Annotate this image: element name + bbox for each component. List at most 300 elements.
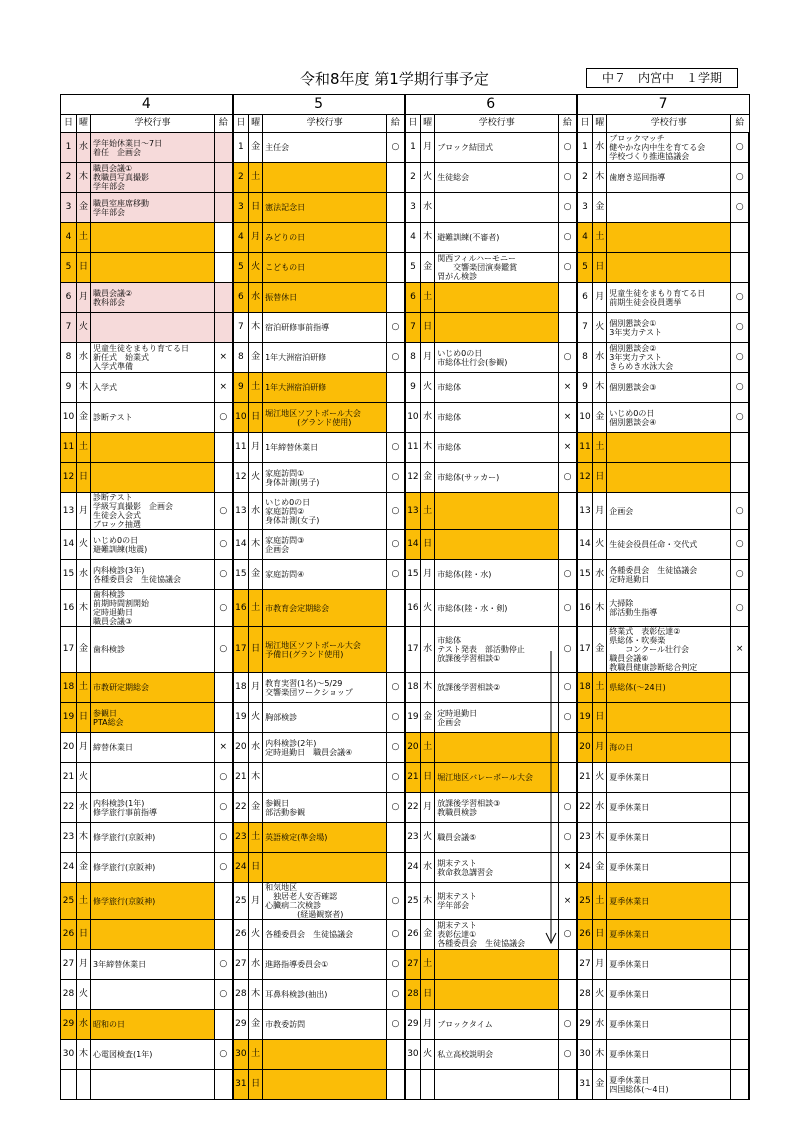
day-cell: 20 — [577, 733, 593, 763]
day-cell: 11 — [233, 433, 249, 463]
lunch-cell: ○ — [215, 560, 233, 590]
event-cell — [263, 853, 387, 883]
event-cell: いじめ0の日 避難訓練(地震) — [91, 530, 215, 560]
lunch-cell — [731, 673, 749, 703]
day-cell: 27 — [233, 950, 249, 980]
event-cell: ブロックマッチ 健やかな内中生を育てる会 学校づくり推進協議会 — [607, 133, 731, 163]
day-cell: 5 — [61, 253, 77, 283]
weekday-cell: 火 — [421, 373, 435, 403]
day-cell: 25 — [577, 883, 593, 920]
lunch-cell: ○ — [731, 163, 749, 193]
day-cell: 8 — [405, 343, 421, 373]
weekday-cell: 木 — [593, 823, 607, 853]
lunch-cell — [387, 403, 405, 433]
event-cell: 1年大洲宿泊研修 — [263, 343, 387, 373]
lunch-cell — [559, 493, 577, 530]
day-cell: 23 — [577, 823, 593, 853]
lunch-cell: ○ — [559, 223, 577, 253]
lunch-cell — [559, 530, 577, 560]
weekday-cell: 火 — [77, 530, 91, 560]
day-cell: 15 — [405, 560, 421, 590]
weekday-cell: 水 — [77, 133, 91, 163]
table-row — [61, 193, 750, 223]
lunch-cell: ○ — [215, 763, 233, 793]
event-cell: 堀江地区バレーボール大会 — [435, 763, 559, 793]
weekday-cell: 木 — [421, 673, 435, 703]
lunch-cell — [387, 163, 405, 193]
lunch-cell — [731, 823, 749, 853]
event-cell: 市総体(陸・水・剣) — [435, 590, 559, 627]
weekday-cell: 月 — [249, 883, 263, 920]
table-row — [61, 763, 750, 793]
column-header-weekday: 曜 — [421, 115, 435, 133]
event-cell: 修学旅行(京阪神) — [91, 823, 215, 853]
event-cell: 修学旅行(京阪神) — [91, 853, 215, 883]
weekday-cell: 水 — [421, 403, 435, 433]
event-cell: 堀江地区ソフトボール大会 (グランド使用) — [263, 403, 387, 433]
weekday-cell: 金 — [593, 627, 607, 673]
day-cell: 19 — [577, 703, 593, 733]
weekday-cell: 水 — [77, 560, 91, 590]
day-cell: 22 — [61, 793, 77, 823]
weekday-cell: 金 — [77, 403, 91, 433]
weekday-cell: 土 — [593, 673, 607, 703]
lunch-cell: ○ — [387, 793, 405, 823]
weekday-cell: 月 — [77, 950, 91, 980]
day-cell: 24 — [61, 853, 77, 883]
event-cell: 夏季休業日 — [607, 823, 731, 853]
day-cell: 11 — [405, 433, 421, 463]
table-row — [61, 1040, 750, 1070]
lunch-cell — [731, 950, 749, 980]
weekday-cell: 土 — [249, 1040, 263, 1070]
weekday-cell: 火 — [593, 763, 607, 793]
event-cell: 診断テスト — [91, 403, 215, 433]
weekday-cell: 水 — [593, 1010, 607, 1040]
event-cell: いじめ0の日 家庭訪問② 身体計測(女子) — [263, 493, 387, 530]
weekday-cell: 金 — [421, 703, 435, 733]
event-cell: 放課後学習相談② — [435, 673, 559, 703]
weekday-cell: 土 — [421, 493, 435, 530]
day-cell: 15 — [233, 560, 249, 590]
event-cell — [435, 950, 559, 980]
lunch-cell: ○ — [387, 950, 405, 980]
event-cell: 家庭訪問④ — [263, 560, 387, 590]
weekday-cell: 日 — [249, 627, 263, 673]
event-cell: 夏季休業日 — [607, 1010, 731, 1040]
weekday-cell: 火 — [421, 823, 435, 853]
day-cell: 16 — [405, 590, 421, 627]
weekday-cell: 木 — [77, 1040, 91, 1070]
lunch-cell — [559, 283, 577, 313]
day-cell: 25 — [233, 883, 249, 920]
day-cell: 19 — [61, 703, 77, 733]
lunch-cell — [387, 253, 405, 283]
lunch-cell — [731, 980, 749, 1010]
day-cell: 13 — [233, 493, 249, 530]
school-term-badge: 中７ 内宮中 １学期 — [586, 68, 738, 88]
month-header-may: 5 — [233, 95, 405, 115]
event-cell: 宿泊研修事前指導 — [263, 313, 387, 343]
column-header-lunch: 給 — [559, 115, 577, 133]
event-cell: 各種委員会 生徒協議会 — [263, 920, 387, 950]
weekday-cell: 火 — [593, 313, 607, 343]
weekday-cell: 火 — [421, 163, 435, 193]
month-header-april: 4 — [61, 95, 233, 115]
weekday-cell: 月 — [249, 223, 263, 253]
weekday-cell: 水 — [593, 343, 607, 373]
weekday-cell: 金 — [593, 193, 607, 223]
day-cell: 25 — [405, 883, 421, 920]
weekday-cell: 木 — [421, 883, 435, 920]
day-cell: 23 — [405, 823, 421, 853]
lunch-cell — [215, 1070, 233, 1100]
event-cell: こどもの日 — [263, 253, 387, 283]
month-header-july: 7 — [577, 95, 749, 115]
table-row — [61, 920, 750, 950]
event-cell — [607, 253, 731, 283]
event-cell: 歯科検診 — [91, 627, 215, 673]
weekday-cell: 日 — [593, 703, 607, 733]
weekday-cell: 木 — [593, 163, 607, 193]
table-row — [61, 853, 750, 883]
weekday-cell: 木 — [593, 590, 607, 627]
day-cell: 28 — [577, 980, 593, 1010]
weekday-cell: 火 — [249, 463, 263, 493]
day-cell: 14 — [405, 530, 421, 560]
event-cell — [263, 763, 387, 793]
event-cell: 和気地区 独居老人安否確認 心臓病二次検診 (経過観察者) — [263, 883, 387, 920]
day-cell: 27 — [577, 950, 593, 980]
day-cell: 26 — [577, 920, 593, 950]
lunch-cell — [215, 283, 233, 313]
column-header-weekday: 曜 — [593, 115, 607, 133]
lunch-cell: ○ — [215, 530, 233, 560]
lunch-cell: ○ — [387, 133, 405, 163]
lunch-cell: ○ — [215, 793, 233, 823]
event-cell — [607, 463, 731, 493]
event-cell: 歯科検診 前期時間割開始 定時退勤日 職員会議③ — [91, 590, 215, 627]
event-cell: 内科検診(3年) 各種委員会 生徒協議会 — [91, 560, 215, 590]
event-cell: 夏季休業日 — [607, 883, 731, 920]
day-cell: 29 — [577, 1010, 593, 1040]
event-cell: 職員室座席移動 学年部会 — [91, 193, 215, 223]
day-cell: 10 — [233, 403, 249, 433]
weekday-cell: 金 — [421, 920, 435, 950]
weekday-cell: 土 — [249, 590, 263, 627]
weekday-cell: 土 — [249, 823, 263, 853]
weekday-cell: 土 — [249, 163, 263, 193]
weekday-cell: 水 — [421, 853, 435, 883]
day-cell: 20 — [61, 733, 77, 763]
event-cell: 企画会 — [607, 493, 731, 530]
lunch-cell: ○ — [559, 343, 577, 373]
weekday-cell: 木 — [421, 433, 435, 463]
weekday-cell: 日 — [77, 253, 91, 283]
event-cell: 夏季休業日 — [607, 950, 731, 980]
lunch-cell — [559, 950, 577, 980]
lunch-cell — [215, 223, 233, 253]
day-cell: 4 — [577, 223, 593, 253]
event-cell: 胸部検診 — [263, 703, 387, 733]
table-row — [61, 343, 750, 373]
day-cell: 29 — [61, 1010, 77, 1040]
lunch-cell: ○ — [387, 433, 405, 463]
event-cell: 英語検定(準会場) — [263, 823, 387, 853]
lunch-cell — [387, 590, 405, 627]
event-cell: 職員会議② 教科部会 — [91, 283, 215, 313]
event-cell: 終業式 表彰伝達② 県総体・吹奏楽 コンクール壮行会 職員会議⑥ 教職員健康診断総合判定 — [607, 627, 731, 673]
event-cell — [263, 1070, 387, 1100]
weekday-cell: 水 — [421, 627, 435, 673]
weekday-cell: 金 — [249, 793, 263, 823]
event-cell: 昭和の日 — [91, 1010, 215, 1040]
day-cell: 2 — [405, 163, 421, 193]
event-cell — [91, 920, 215, 950]
lunch-cell: ○ — [731, 530, 749, 560]
column-header-events: 学校行事 — [607, 115, 731, 133]
weekday-cell: 日 — [421, 530, 435, 560]
event-cell: 堀江地区ソフトボール大会 予備日(グランド使用) — [263, 627, 387, 673]
event-cell — [435, 1070, 559, 1100]
event-cell: 耳鼻科検診(抽出) — [263, 980, 387, 1010]
table-row — [61, 283, 750, 313]
event-cell: 児童生徒をまもり育てる日 前期生徒会役員選挙 — [607, 283, 731, 313]
weekday-cell: 日 — [249, 193, 263, 223]
day-cell: 13 — [405, 493, 421, 530]
day-cell: 1 — [577, 133, 593, 163]
event-cell: 市総体 テスト発表 部活動停止 放課後学習相談① — [435, 627, 559, 673]
lunch-cell — [731, 763, 749, 793]
lunch-cell: × — [215, 343, 233, 373]
weekday-cell: 日 — [421, 313, 435, 343]
lunch-cell — [731, 1070, 749, 1100]
arrow-down-icon — [545, 651, 557, 947]
table-row — [61, 530, 750, 560]
weekday-cell: 水 — [421, 193, 435, 223]
day-cell: 30 — [61, 1040, 77, 1070]
weekday-cell: 木 — [77, 590, 91, 627]
table-row — [61, 980, 750, 1010]
lunch-cell: ○ — [387, 343, 405, 373]
table-row — [61, 733, 750, 763]
weekday-cell: 日 — [593, 920, 607, 950]
day-cell: 30 — [233, 1040, 249, 1070]
weekday-cell: 土 — [249, 373, 263, 403]
day-cell: 9 — [405, 373, 421, 403]
event-cell: 心電図検査(1年) — [91, 1040, 215, 1070]
lunch-cell — [215, 163, 233, 193]
lunch-cell — [731, 1010, 749, 1040]
day-cell: 26 — [405, 920, 421, 950]
day-cell: 31 — [577, 1070, 593, 1100]
day-cell: 21 — [61, 763, 77, 793]
event-cell: 市総体(サッカー) — [435, 463, 559, 493]
lunch-cell: ○ — [215, 980, 233, 1010]
lunch-cell — [731, 433, 749, 463]
day-cell: 12 — [61, 463, 77, 493]
weekday-cell: 土 — [421, 733, 435, 763]
event-cell — [607, 433, 731, 463]
event-cell — [91, 463, 215, 493]
day-cell: 29 — [405, 1010, 421, 1040]
lunch-cell — [731, 253, 749, 283]
day-cell: 31 — [233, 1070, 249, 1100]
day-cell: 19 — [405, 703, 421, 733]
event-cell: 市総体 — [435, 433, 559, 463]
day-cell: 10 — [577, 403, 593, 433]
day-cell: 18 — [405, 673, 421, 703]
day-cell — [405, 1070, 421, 1100]
event-cell: 市総体 — [435, 373, 559, 403]
lunch-cell: ○ — [559, 463, 577, 493]
day-cell: 6 — [577, 283, 593, 313]
weekday-cell: 月 — [77, 733, 91, 763]
day-cell: 29 — [233, 1010, 249, 1040]
weekday-cell: 火 — [77, 313, 91, 343]
event-cell: 私立高校説明会 — [435, 1040, 559, 1070]
table-row — [61, 433, 750, 463]
event-cell: 歯磨き巡回指導 — [607, 163, 731, 193]
weekday-cell: 水 — [593, 560, 607, 590]
lunch-cell — [215, 920, 233, 950]
event-cell: 教育実習(1名)～5/29 交響楽団ワークショップ — [263, 673, 387, 703]
event-cell — [607, 193, 731, 223]
event-cell: 市教育会定期総会 — [263, 590, 387, 627]
lunch-cell — [387, 853, 405, 883]
lunch-cell: ○ — [387, 703, 405, 733]
day-cell: 8 — [61, 343, 77, 373]
lunch-cell: × — [559, 883, 577, 920]
lunch-cell: ○ — [559, 193, 577, 223]
lunch-cell — [215, 883, 233, 920]
lunch-cell: × — [559, 373, 577, 403]
lunch-cell — [387, 823, 405, 853]
table-row — [61, 373, 750, 403]
event-cell: 個別懇談会① 3年実力テスト — [607, 313, 731, 343]
lunch-cell — [731, 463, 749, 493]
lunch-cell: ○ — [731, 343, 749, 373]
weekday-cell: 水 — [249, 733, 263, 763]
day-cell: 3 — [405, 193, 421, 223]
lunch-cell — [215, 433, 233, 463]
event-cell: 生徒総会 — [435, 163, 559, 193]
day-cell: 4 — [405, 223, 421, 253]
lunch-cell: ○ — [559, 1010, 577, 1040]
weekday-cell: 土 — [77, 223, 91, 253]
weekday-cell: 金 — [77, 627, 91, 673]
event-cell — [435, 980, 559, 1010]
lunch-cell: ○ — [731, 403, 749, 433]
lunch-cell: ○ — [215, 950, 233, 980]
day-cell: 17 — [61, 627, 77, 673]
day-cell: 14 — [577, 530, 593, 560]
table-row — [61, 1010, 750, 1040]
weekday-cell: 金 — [421, 253, 435, 283]
event-cell — [435, 493, 559, 530]
lunch-cell: ○ — [387, 673, 405, 703]
event-cell: 夏季休業日 — [607, 920, 731, 950]
lunch-cell: ○ — [559, 163, 577, 193]
event-cell — [607, 703, 731, 733]
event-cell — [435, 530, 559, 560]
table-row — [61, 163, 750, 193]
weekday-cell: 火 — [249, 920, 263, 950]
event-cell: 関西フィルハーモニー 交響楽団演奏鑑賞 胃がん検診 — [435, 253, 559, 283]
lunch-cell — [559, 763, 577, 793]
column-header-lunch: 給 — [215, 115, 233, 133]
weekday-cell: 木 — [77, 163, 91, 193]
lunch-cell: ○ — [559, 673, 577, 703]
weekday-cell: 月 — [421, 343, 435, 373]
day-cell: 9 — [233, 373, 249, 403]
lunch-cell — [215, 133, 233, 163]
day-cell: 17 — [405, 627, 421, 673]
event-cell: 締替休業日 — [91, 733, 215, 763]
weekday-cell: 金 — [77, 853, 91, 883]
weekday-cell: 金 — [249, 560, 263, 590]
event-cell — [91, 980, 215, 1010]
column-header-weekday: 曜 — [77, 115, 91, 133]
lunch-cell: ○ — [731, 133, 749, 163]
day-cell: 17 — [233, 627, 249, 673]
lunch-cell: ○ — [387, 1010, 405, 1040]
event-cell: 市教委訪問 — [263, 1010, 387, 1040]
lunch-cell — [387, 627, 405, 673]
lunch-cell: ○ — [215, 493, 233, 530]
day-cell: 27 — [405, 950, 421, 980]
event-cell: 夏季休業日 — [607, 793, 731, 823]
event-cell — [91, 1070, 215, 1100]
day-cell: 7 — [405, 313, 421, 343]
lunch-cell — [215, 703, 233, 733]
day-cell: 25 — [61, 883, 77, 920]
event-cell: 海の日 — [607, 733, 731, 763]
event-cell: 3年締替休業日 — [91, 950, 215, 980]
lunch-cell — [731, 793, 749, 823]
day-cell: 9 — [61, 373, 77, 403]
lunch-cell: ○ — [215, 823, 233, 853]
weekday-cell: 金 — [593, 403, 607, 433]
weekday-cell: 土 — [77, 883, 91, 920]
weekday-cell: 木 — [249, 313, 263, 343]
day-cell: 7 — [61, 313, 77, 343]
event-cell: 夏季休業日 — [607, 853, 731, 883]
event-cell: 市総体(陸・水) — [435, 560, 559, 590]
day-cell: 11 — [577, 433, 593, 463]
event-cell: 夏季休業日 — [607, 1040, 731, 1070]
day-cell: 11 — [61, 433, 77, 463]
lunch-cell — [215, 313, 233, 343]
column-header-events: 学校行事 — [91, 115, 215, 133]
lunch-cell: × — [559, 403, 577, 433]
lunch-cell — [731, 703, 749, 733]
weekday-cell: 金 — [421, 463, 435, 493]
weekday-cell — [421, 1070, 435, 1100]
column-header-lunch: 給 — [731, 115, 749, 133]
lunch-cell: ○ — [559, 823, 577, 853]
lunch-cell — [387, 1070, 405, 1100]
lunch-cell: ○ — [731, 560, 749, 590]
lunch-cell: ○ — [731, 590, 749, 627]
event-cell: 学年始休業日～7日 着任 企画会 — [91, 133, 215, 163]
weekday-cell — [77, 1070, 91, 1100]
lunch-cell: ○ — [559, 590, 577, 627]
table-row — [61, 560, 750, 590]
weekday-cell: 土 — [421, 283, 435, 313]
lunch-cell — [215, 673, 233, 703]
weekday-cell: 月 — [593, 950, 607, 980]
